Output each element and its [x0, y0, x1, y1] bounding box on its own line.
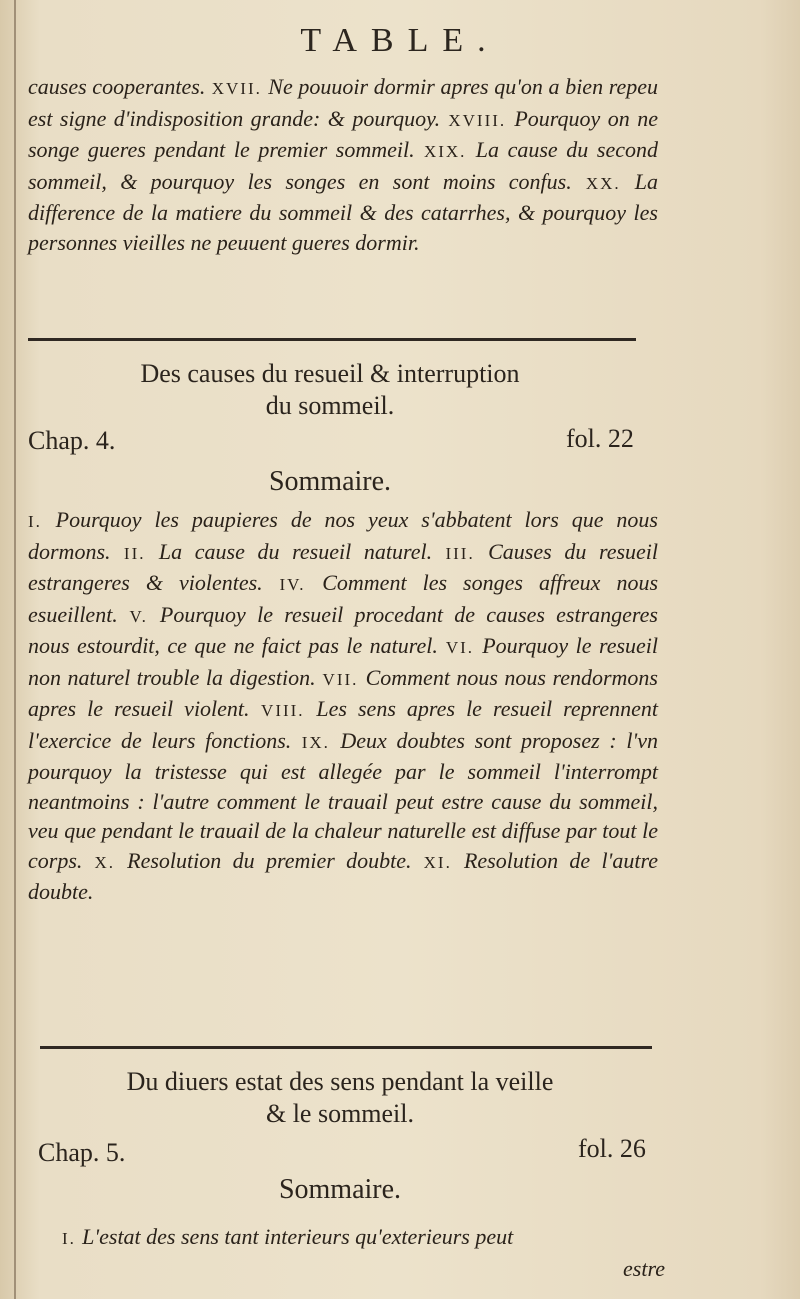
- section-rule: [28, 338, 636, 341]
- item-number: VIII.: [249, 701, 317, 720]
- page-gutter: [14, 0, 16, 1299]
- item-number: XIX.: [414, 142, 476, 161]
- summary-text: L'estat des sens tant interieurs qu'exterieurs peut: [82, 1224, 514, 1249]
- summary-text: Pourquoy les paupieres de nos yeux s'abbatent lors que nous dormons.: [28, 507, 658, 564]
- summary-text: causes cooperantes.: [28, 74, 206, 99]
- item-number: VII.: [315, 669, 366, 689]
- chapter-5-title-line1: Du diuers estat des sens pendant la veille: [126, 1067, 554, 1096]
- chapter-4-number: Chap. 4.: [28, 426, 116, 455]
- item-number: VI.: [437, 638, 483, 657]
- summary-text: Ne pouuoir dormir apres qu'on a bien repeu est signe d'indisposition grande: & pourquoy.: [28, 74, 658, 131]
- summary-text: Comment nous nous rendormons apres le resueil violent.: [28, 664, 658, 721]
- running-head: TABLE.: [300, 22, 500, 59]
- summary-text: La cause du second sommeil, & pourquoy les songes en sont moins confus.: [28, 137, 658, 194]
- summary-text: Les sens apres le resueil reprennent l'exercice de leurs fonctions.: [28, 696, 659, 753]
- table-entries-continued: [28, 72, 658, 322]
- item-number: XVIII.: [440, 110, 515, 130]
- chapter-5-number: Chap. 5.: [38, 1138, 126, 1167]
- chapter-4-folio: fol. 22: [566, 424, 634, 453]
- chapter-5-sommaire: Sommaire.: [278, 1174, 402, 1205]
- summary-text: Pourquoy le resueil non naturel trouble la digestion.: [28, 633, 659, 690]
- item-number: IX.: [291, 732, 341, 752]
- item-number: XI.: [411, 852, 464, 872]
- item-number: II.: [110, 543, 159, 563]
- item-number: I.: [28, 512, 56, 531]
- catchword: estre: [623, 1256, 665, 1281]
- chapter-5-title-line2: & le sommeil.: [265, 1099, 415, 1128]
- summary-text: La difference de la matiere du sommeil & des catarrhes, & pourquoy les personnes vieilles ne peuuent gueres dormir.: [28, 168, 659, 255]
- summary-text: Resolution du premier doubte.: [127, 847, 412, 873]
- chapter-4-title-line2: du sommeil.: [265, 391, 395, 420]
- item-number: IV.: [262, 575, 323, 594]
- item-number: XX.: [571, 173, 635, 193]
- item-number: III.: [432, 543, 489, 563]
- summary-text: Resolution de l'autre doubte.: [28, 847, 658, 904]
- summary-text: Deux doubtes sont proposez : l'vn pourquoy la tristesse qui est allegée par le sommeil l'interrompt neantmoins : l'autre comment le trauail peut estre cause du sommeil, veu que pendant le trauail de la chaleur naturelle est diffuse par tout le corps.: [28, 727, 658, 873]
- chapter-4-sommaire: Sommaire.: [268, 466, 392, 497]
- summary-text: Pourquoy on ne songe gueres pendant le premier sommeil.: [28, 105, 658, 162]
- chapter-4-title: [20, 358, 640, 422]
- summary-text: Comment les songes affreux nous esueillent.: [28, 570, 659, 627]
- chapter-4-summary: [28, 505, 658, 1025]
- item-number: V.: [117, 606, 160, 626]
- summary-text: Pourquoy le resueil procedant de causes estrangeres nous estourdit, ce que ne faict pas le naturel.: [28, 601, 658, 658]
- chapter-5-title: [30, 1066, 650, 1130]
- chapter-5-folio: fol. 26: [578, 1134, 646, 1163]
- item-number: X.: [82, 852, 128, 872]
- item-number: XVII.: [205, 79, 269, 98]
- item-number: I.: [62, 1229, 83, 1248]
- section-rule: [40, 1046, 652, 1049]
- summary-text: Causes du resueil estrangeres & violentes.: [28, 538, 659, 595]
- chapter-4-title-line1: Des causes du resueil & interruption: [140, 359, 520, 388]
- chapter-5-summary: [62, 1222, 662, 1258]
- summary-text: La cause du resueil naturel.: [158, 538, 433, 564]
